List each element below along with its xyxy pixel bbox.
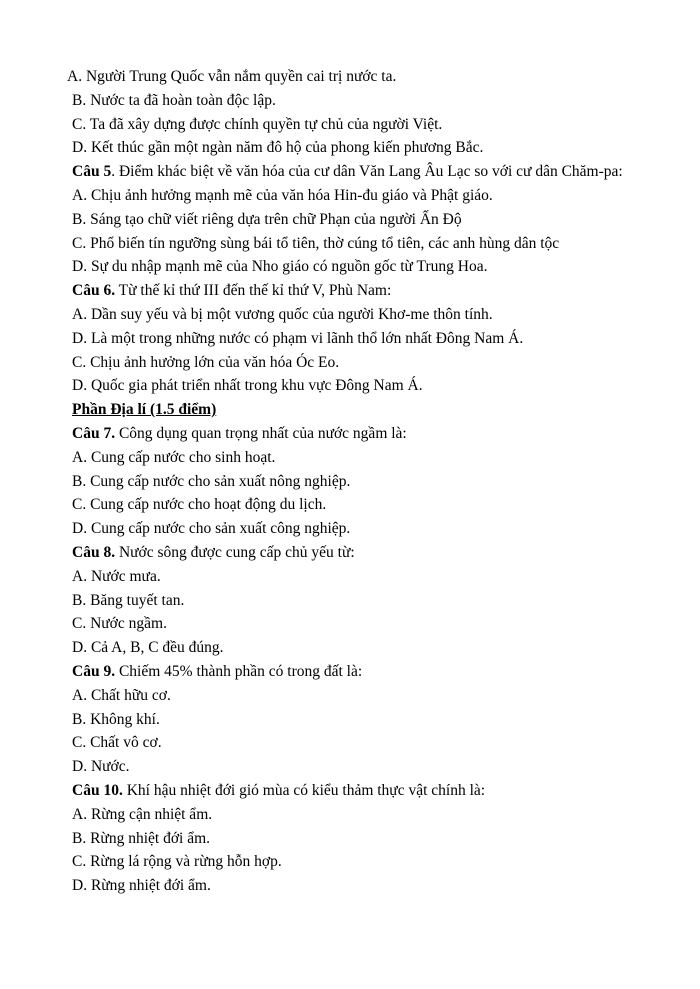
q6-option-c: C. Chịu ảnh hưởng lớn của văn hóa Óc Eo. <box>72 353 340 371</box>
q4-option-a: A. Người Trung Quốc vẫn nắm quyền cai trị nước ta. <box>67 68 397 85</box>
q5-option-b: B. Sáng tạo chữ viết riêng dựa trên chữ Phạn của người Ấn Độ <box>72 210 462 228</box>
q10-label: Câu 10. <box>72 781 123 799</box>
q8-text: Nước sông được cung cấp chủ yếu từ: <box>115 543 355 561</box>
q9-question <box>72 660 672 684</box>
q9-label: Câu 9. <box>72 662 116 680</box>
q9-option-b: B. Không khí. <box>72 710 160 728</box>
q7-option-d: D. Cung cấp nước cho sản xuất công nghiệp. <box>72 520 351 538</box>
q8-question <box>72 541 672 565</box>
q6-option-b: D. Là một trong những nước có phạm vi lãnh thổ lớn nhất Đông Nam Á. <box>72 329 524 347</box>
q6-text: Từ thế kỉ thứ III đến thế kỉ thứ V, Phù Nam: <box>115 282 392 300</box>
q9-text: Chiếm 45% thành phần có trong đất là: <box>115 662 363 680</box>
q8-option-d: D. Cả A, B, C đều đúng. <box>72 639 224 657</box>
q6-question <box>72 279 672 303</box>
q8-option-a: A. Nước mưa. <box>72 567 161 585</box>
q10-option-a: A. Rừng cận nhiệt ẩm. <box>72 805 213 823</box>
section-title: Phần Địa lí (1.5 điểm) <box>72 401 217 419</box>
q10-text: Khí hậu nhiệt đới gió mùa có kiểu thảm thực vật chính là: <box>122 781 486 799</box>
q9-option-d: D. Nước. <box>72 758 130 776</box>
q10-question <box>72 779 672 803</box>
q10-option-c: C. Rừng lá rộng và rừng hỗn hợp. <box>72 853 282 871</box>
q7-option-c: C. Cung cấp nước cho hoạt động du lịch. <box>72 496 327 514</box>
q4-option-d: D. Kết thúc gần một ngàn năm đô hộ của phong kiến phương Bắc. <box>72 139 484 157</box>
q6-option-a: A. Dần suy yếu và bị một vương quốc của người Khơ-me thôn tính. <box>72 305 493 323</box>
q7-question <box>72 422 672 446</box>
q5-label: Câu 5 <box>72 163 112 181</box>
q5-option-d: D. Sự du nhập mạnh mẽ của Nho giáo có nguồn gốc từ Trung Hoa. <box>72 258 488 276</box>
q6-option-d: D. Quốc gia phát triển nhất trong khu vực Đông Nam Á. <box>72 377 423 395</box>
document-page <box>67 65 672 898</box>
q5-option-a: A. Chịu ảnh hưởng mạnh mẽ của văn hóa Hin-đu giáo và Phật giáo. <box>72 186 493 204</box>
q4-option-b: B. Nước ta đã hoàn toàn độc lập. <box>72 91 276 109</box>
q7-option-b: B. Cung cấp nước cho sản xuất nông nghiệp. <box>72 472 351 490</box>
q8-option-c: C. Nước ngầm. <box>72 615 167 633</box>
q7-label: Câu 7. <box>72 424 116 442</box>
q6-label: Câu 6. <box>72 282 116 300</box>
q4-option-c: C. Ta đã xây dựng được chính quyền tự chủ của người Việt. <box>72 115 443 133</box>
q10-option-b: B. Rừng nhiệt đới ẩm. <box>72 829 211 847</box>
q10-option-d: D. Rừng nhiệt đới ẩm. <box>72 877 211 895</box>
q9-option-c: C. Chất vô cơ. <box>72 734 162 752</box>
q8-option-b: B. Băng tuyết tan. <box>72 591 185 609</box>
q5-text: . Điểm khác biệt về văn hóa của cư dân Văn Lang Âu Lạc so với cư dân Chăm-pa: <box>111 163 623 181</box>
q7-text: Công dụng quan trọng nhất của nước ngầm là: <box>115 424 407 442</box>
q5-question <box>72 160 672 184</box>
q9-option-a: A. Chất hữu cơ. <box>72 686 171 704</box>
q5-option-c: C. Phổ biến tín ngưỡng sùng bái tổ tiên, thờ cúng tổ tiên, các anh hùng dân tộc <box>72 234 560 252</box>
q8-label: Câu 8. <box>72 543 116 561</box>
q7-option-a: A. Cung cấp nước cho sinh hoạt. <box>72 448 276 466</box>
